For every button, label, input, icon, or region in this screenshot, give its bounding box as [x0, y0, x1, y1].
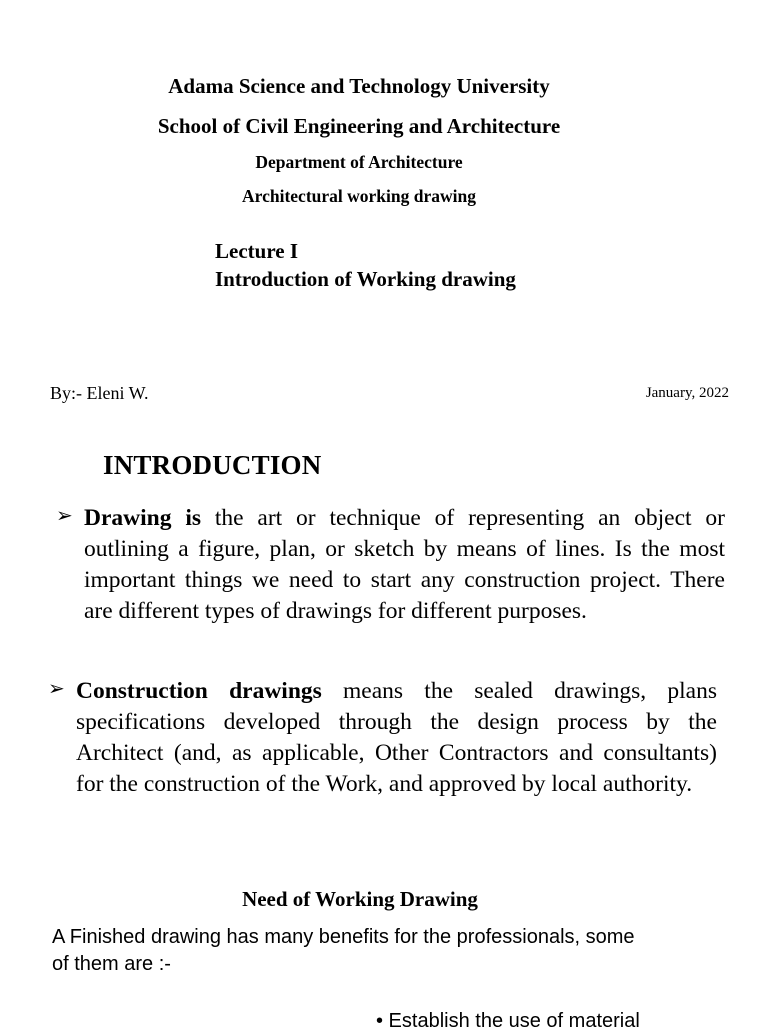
bullet-text: the art or technique of representing an object or outlining a figure, plan, or sketch by means of lines. Is the most important things we need to start any construction project. There are different types of drawings for different purposes. [84, 505, 725, 624]
bullet-construction-drawings [76, 676, 717, 800]
section-heading-need: Need of Working Drawing [242, 887, 478, 911]
lecture-number: Lecture I [215, 239, 299, 263]
bullet-term: Drawing is [84, 505, 201, 531]
lecture-title: Introduction of Working drawing [215, 267, 516, 291]
arrow-bullet-icon: ➢ [48, 678, 65, 700]
school-name: School of Civil Engineering and Architecture [157, 114, 561, 138]
section-heading-introduction: INTRODUCTION [103, 450, 322, 480]
bullet-term: Construction drawings [76, 678, 322, 704]
university-name: Adama Science and Technology University [168, 74, 550, 98]
bullet-drawing-definition [84, 503, 725, 627]
author-byline: By:- Eleni W. [50, 383, 149, 403]
need-paragraph: A Finished drawing has many benefits for the professionals, some of them are :- [52, 926, 635, 975]
course-name: Architectural working drawing [242, 186, 476, 206]
arrow-bullet-icon: ➢ [56, 505, 73, 527]
list-item: • Establish the use of material [376, 1010, 640, 1032]
bullet-text: means the sealed drawings, plans specifications developed through the design process by the Architect (and, as applicable, Other Contractors and consultants) for the construction of the Work, and approved by local authority. [76, 678, 717, 797]
department-name: Department of Architecture [255, 152, 463, 172]
date-label: January, 2022 [645, 385, 729, 401]
